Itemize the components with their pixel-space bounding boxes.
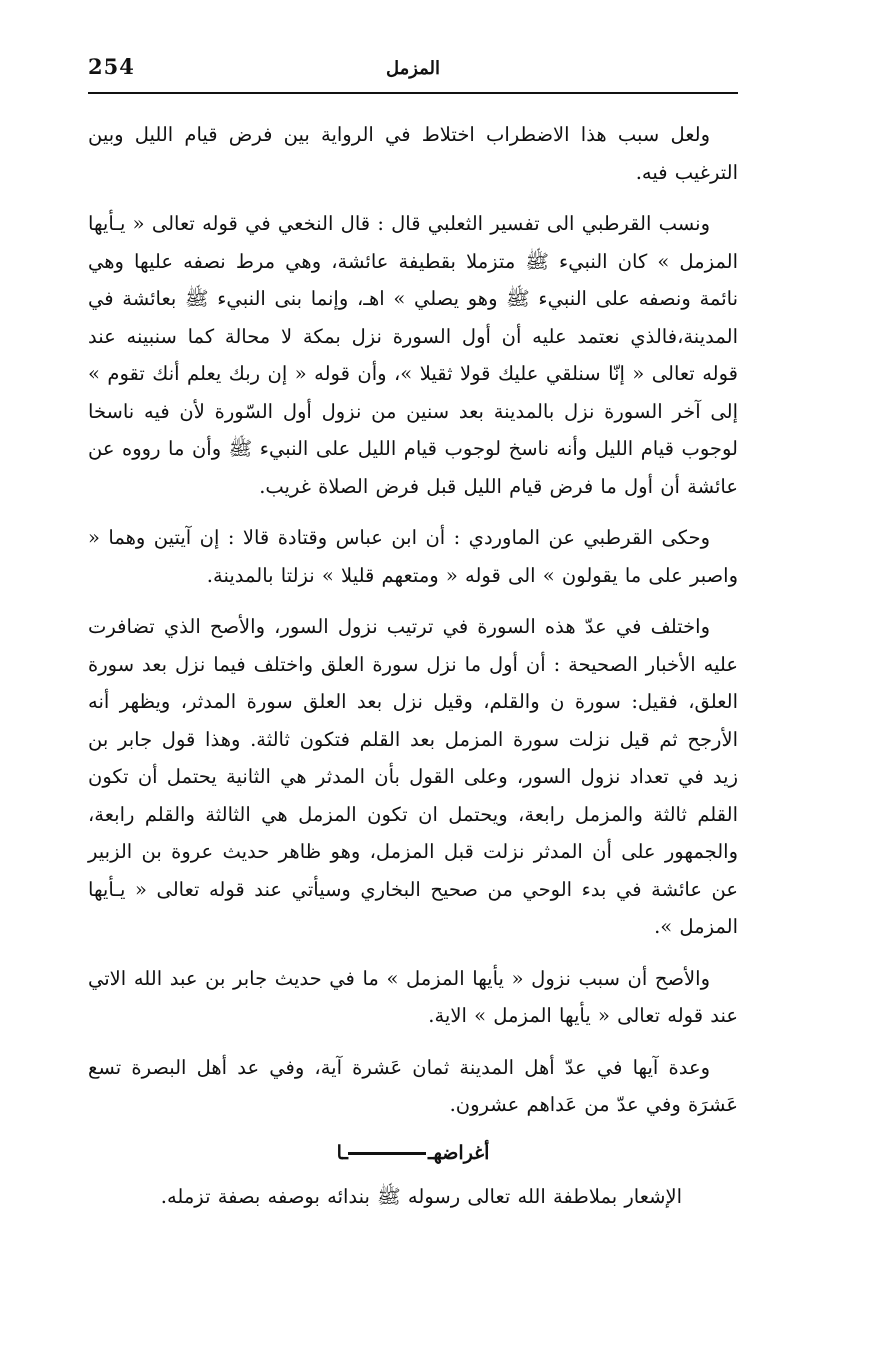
paragraph-4: واختلف في عدّ هذه السورة في ترتيب نزول السور، والأصح الذي تضافرت عليه الأخبار الصحيحة : أن أول ما نزل سورة العلق واختلف فيما نزل بعد سورة العلق، فقيل: سورة ن والقلم، وقيل نزل بعد العلق سورة المدثر، ويظهر أنه الأرجح ثم قيل نزلت سورة المزمل بعد القلم فتكون ثالثة. وهذا قول جابر بن زيد في تعداد نزول السور، وعلى القول بأن المدثر هي الثانية يحتمل أن تكون القلم ثالثة والمزمل رابعة، ويحتمل ان تكون المزمل هي الثالثة والقلم رابعة، والجمهور على أن المدثر نزلت قبل المزمل، وهو ظاهر حديث عروة بن الزبير عن عائشة في بدء الوحي من صحيح البخاري وسيأتي عند قوله تعالى « يـأيها المزمل ».: [88, 615, 738, 938]
section-heading: [88, 1138, 738, 1168]
paragraph-3: وحكى القرطبي عن الماوردي : أن ابن عباس وقتادة قالا : إن آيتين وهما « واصبر على ما يقولون » الى قوله « ومتعهم قليلا » نزلتا بالمدينة.: [88, 526, 738, 587]
section-text: الإشعار بملاطفة الله تعالى رسوله ﷺ بندائه بوصفه بصفة تزمله.: [160, 1184, 682, 1208]
heading-rule: [348, 1152, 426, 1155]
page-header: [88, 52, 738, 94]
book-page: [88, 52, 738, 1229]
section-heading-tail: ـا: [336, 1141, 348, 1164]
page-number: 254: [88, 54, 135, 79]
paragraph-1: ولعل سبب هذا الاضطراب اختلاط في الرواية بين فرض قيام الليل وبين الترغيب فيه.: [88, 123, 738, 184]
running-title: المزمل: [385, 58, 441, 79]
paragraph-2: ونسب القرطبي الى تفسير الثعلبي قال : قال النخعي في قوله تعالى « يـأيها المزمل » كان النبيء ﷺ متزملا بقطيفة عائشة، وهي مرط نصفه عليها وهي نائمة ونصفه على النبيء ﷺ وهو يصلي » اهـ، وإنما بنى النبيء ﷺ بعائشة في المدينة،فالذي نعتمد عليه أن أول السورة نزل بمكة لا محالة كما سنبينه عند قوله تعالى « إنّا سنلقي عليك قولا ثقيلا »، وأن قوله « إن ربك يعلم أنك تقوم » إلى آخر السورة نزل بالمدينة بعد سنين من نزول أول السّورة لأن فيه ناسخا لوجوب قيام الليل وأنه ناسخ لوجوب قيام الليل على النبيء ﷺ وأن ما رووه عن عائشة أن أول ما فرض قيام الليل قبل فرض الصلاة غريب.: [88, 212, 738, 498]
paragraph-6: وعدة آيها في عدّ أهل المدينة ثمان عَشرة آية، وفي عد أهل البصرة تسع عَشرَة وفي عدّ من عَداهم عشرون.: [88, 1055, 738, 1116]
paragraph-5: والأصح أن سبب نزول « يأيها المزمل » ما في حديث جابر بن عبد الله الاتي عند قوله تعالى « يأيها المزمل » الاية.: [88, 966, 738, 1027]
page-body: [88, 116, 738, 1215]
section-heading-text: أغراضهـ: [427, 1141, 490, 1164]
